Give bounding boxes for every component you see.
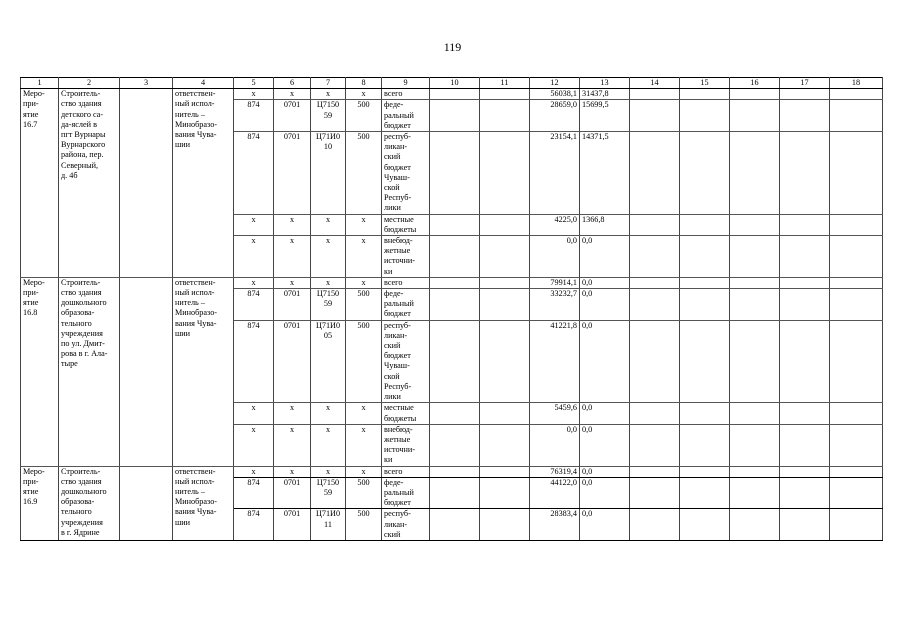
code-target: Ц7150 59 — [311, 477, 346, 509]
empty-cell — [830, 289, 883, 321]
code-grbs: х — [234, 214, 274, 235]
column-number: 4 — [173, 78, 234, 89]
empty-cell — [830, 214, 883, 235]
empty-cell — [430, 289, 480, 321]
empty-cell — [430, 236, 480, 278]
code-grbs: х — [234, 277, 274, 288]
empty-cell — [480, 509, 530, 541]
empty-cell — [680, 320, 730, 403]
empty-cell — [780, 289, 830, 321]
empty-cell — [780, 466, 830, 477]
empty-cell — [830, 466, 883, 477]
code-expense-type: х — [346, 403, 382, 424]
empty-cell — [730, 132, 780, 215]
column-number: 15 — [680, 78, 730, 89]
page-number: 119 — [443, 40, 462, 54]
empty-cell — [630, 289, 680, 321]
code-expense-type: 500 — [346, 289, 382, 321]
column-number: 14 — [630, 78, 680, 89]
empty-cell — [680, 100, 730, 132]
column-number: 8 — [346, 78, 382, 89]
value-col-13: 0,0 — [580, 477, 630, 509]
empty-cell — [480, 477, 530, 509]
empty-cell — [730, 320, 780, 403]
code-expense-type: х — [346, 424, 382, 466]
column-number: 10 — [430, 78, 480, 89]
empty-cell — [730, 277, 780, 288]
code-expense-type: х — [346, 277, 382, 288]
column-number: 1 — [21, 78, 59, 89]
code-target: Ц7150 59 — [311, 100, 346, 132]
empty-cell — [830, 403, 883, 424]
empty-cell — [630, 236, 680, 278]
empty-cell — [680, 214, 730, 235]
funding-source: внебюд- жетные источни- ки — [382, 236, 430, 278]
empty-cell — [480, 236, 530, 278]
empty-cell — [780, 236, 830, 278]
column-number: 17 — [780, 78, 830, 89]
empty-cell — [480, 289, 530, 321]
empty-cell — [680, 277, 730, 288]
empty-cell — [730, 214, 780, 235]
activity-object: Строитель- ство здания детского са- да-яслей в пгт Вурнары Вурнарского района, пер. Северный, д. 4б — [59, 89, 120, 278]
column-number: 13 — [580, 78, 630, 89]
code-expense-type: 500 — [346, 509, 382, 541]
code-section: х — [274, 214, 311, 235]
empty-cell — [480, 466, 530, 477]
value-col-12: 79914,1 — [530, 277, 580, 288]
value-col-12: 41221,8 — [530, 320, 580, 403]
empty-cell — [480, 403, 530, 424]
empty-cell — [680, 424, 730, 466]
empty-cell — [480, 89, 530, 100]
activity-name: Меро- при- ятие 16.7 — [21, 89, 59, 278]
column-number: 12 — [530, 78, 580, 89]
empty-cell — [430, 100, 480, 132]
code-expense-type: х — [346, 214, 382, 235]
empty-cell — [730, 509, 780, 541]
funding-source: феде- ральный бюджет — [382, 100, 430, 132]
empty-cell — [430, 320, 480, 403]
activity-object: Строитель- ство здания дошкольного образова- тельного учреждения по ул. Дмит- рова в г. Ала- тыре — [59, 277, 120, 466]
empty-cell — [830, 236, 883, 278]
funding-source: респуб- ликан- ский бюджет Чуваш- ской Респуб- лики — [382, 320, 430, 403]
funding-source: всего — [382, 89, 430, 100]
empty-cell — [780, 403, 830, 424]
code-section: х — [274, 236, 311, 278]
empty-cell — [830, 477, 883, 509]
empty-cell — [730, 466, 780, 477]
budget-table — [20, 77, 883, 541]
empty-cell — [830, 320, 883, 403]
empty-cell — [630, 466, 680, 477]
value-col-13: 0,0 — [580, 236, 630, 278]
activity-name: Меро- при- ятие 16.9 — [21, 466, 59, 540]
empty-cell — [830, 509, 883, 541]
value-col-12: 23154,1 — [530, 132, 580, 215]
empty-cell — [780, 89, 830, 100]
value-col-13: 0,0 — [580, 466, 630, 477]
empty-cell — [630, 424, 680, 466]
empty-cell — [680, 509, 730, 541]
empty-cell — [430, 477, 480, 509]
empty-cell — [430, 424, 480, 466]
empty-cell — [780, 477, 830, 509]
empty-cell — [780, 132, 830, 215]
code-expense-type: 500 — [346, 320, 382, 403]
code-section: х — [274, 89, 311, 100]
code-target: Ц71И0 05 — [311, 320, 346, 403]
empty-cell — [120, 277, 173, 466]
value-col-13: 0,0 — [580, 277, 630, 288]
value-col-12: 44122,0 — [530, 477, 580, 509]
empty-cell — [480, 320, 530, 403]
empty-cell — [730, 403, 780, 424]
value-col-13: 14371,5 — [580, 132, 630, 215]
funding-source: респуб- ликан- ский бюджет Чуваш- ской Респуб- лики — [382, 132, 430, 215]
empty-cell — [630, 89, 680, 100]
funding-source: всего — [382, 466, 430, 477]
code-grbs: 874 — [234, 100, 274, 132]
empty-cell — [780, 424, 830, 466]
column-number: 5 — [234, 78, 274, 89]
column-number: 6 — [274, 78, 311, 89]
empty-cell — [430, 277, 480, 288]
empty-cell — [780, 100, 830, 132]
empty-cell — [430, 89, 480, 100]
code-section: 0701 — [274, 320, 311, 403]
column-number-row — [21, 78, 883, 89]
funding-source: всего — [382, 277, 430, 288]
empty-cell — [630, 509, 680, 541]
value-col-13: 0,0 — [580, 289, 630, 321]
code-section: 0701 — [274, 509, 311, 541]
column-number: 3 — [120, 78, 173, 89]
funding-source: феде- ральный бюджет — [382, 477, 430, 509]
code-grbs: 874 — [234, 132, 274, 215]
code-target: х — [311, 89, 346, 100]
value-col-12: 56038,1 — [530, 89, 580, 100]
empty-cell — [830, 132, 883, 215]
column-number: 11 — [480, 78, 530, 89]
value-col-13: 15699,5 — [580, 100, 630, 132]
code-expense-type: х — [346, 236, 382, 278]
value-col-13: 31437,8 — [580, 89, 630, 100]
code-grbs: х — [234, 89, 274, 100]
empty-cell — [680, 477, 730, 509]
empty-cell — [480, 132, 530, 215]
value-col-12: 0,0 — [530, 424, 580, 466]
empty-cell — [730, 100, 780, 132]
empty-cell — [830, 100, 883, 132]
code-grbs: х — [234, 403, 274, 424]
code-target: х — [311, 236, 346, 278]
code-expense-type: 500 — [346, 477, 382, 509]
code-grbs: 874 — [234, 320, 274, 403]
value-col-12: 76319,4 — [530, 466, 580, 477]
empty-cell — [680, 236, 730, 278]
table-row — [21, 277, 883, 288]
value-col-13: 0,0 — [580, 424, 630, 466]
activity-executor: ответствен- ный испол- нитель – Минобразо- вания Чува- шии — [173, 89, 234, 278]
empty-cell — [780, 214, 830, 235]
empty-cell — [680, 289, 730, 321]
empty-cell — [630, 277, 680, 288]
value-col-12: 28659,0 — [530, 100, 580, 132]
funding-source: феде- ральный бюджет — [382, 289, 430, 321]
column-number: 9 — [382, 78, 430, 89]
empty-cell — [430, 403, 480, 424]
code-section: х — [274, 277, 311, 288]
empty-cell — [730, 289, 780, 321]
empty-cell — [120, 89, 173, 278]
value-col-13: 0,0 — [580, 509, 630, 541]
code-expense-type: 500 — [346, 100, 382, 132]
code-section: х — [274, 403, 311, 424]
value-col-13: 0,0 — [580, 320, 630, 403]
value-col-13: 0,0 — [580, 403, 630, 424]
value-col-12: 28383,4 — [530, 509, 580, 541]
empty-cell — [430, 132, 480, 215]
table-row — [21, 89, 883, 100]
empty-cell — [830, 89, 883, 100]
code-section: х — [274, 424, 311, 466]
empty-cell — [630, 477, 680, 509]
code-section: 0701 — [274, 132, 311, 215]
funding-source: местные бюджеты — [382, 403, 430, 424]
empty-cell — [430, 509, 480, 541]
column-number: 18 — [830, 78, 883, 89]
empty-cell — [680, 132, 730, 215]
code-section: 0701 — [274, 477, 311, 509]
code-section: 0701 — [274, 100, 311, 132]
activity-executor: ответствен- ный испол- нитель – Минобразо- вания Чува- шии — [173, 277, 234, 466]
code-grbs: х — [234, 466, 274, 477]
value-col-12: 4225,0 — [530, 214, 580, 235]
code-expense-type: 500 — [346, 132, 382, 215]
code-section: х — [274, 466, 311, 477]
code-grbs: 874 — [234, 477, 274, 509]
value-col-13: 1366,8 — [580, 214, 630, 235]
code-target: Ц71И0 10 — [311, 132, 346, 215]
empty-cell — [830, 277, 883, 288]
funding-source: местные бюджеты — [382, 214, 430, 235]
empty-cell — [680, 466, 730, 477]
activity-name: Меро- при- ятие 16.8 — [21, 277, 59, 466]
code-target: х — [311, 466, 346, 477]
empty-cell — [680, 403, 730, 424]
empty-cell — [630, 132, 680, 215]
empty-cell — [830, 424, 883, 466]
code-target: Ц71И0 11 — [311, 509, 346, 541]
activity-executor: ответствен- ный испол- нитель – Минобразо- вания Чува- шии — [173, 466, 234, 540]
value-col-12: 33232,7 — [530, 289, 580, 321]
code-section: 0701 — [274, 289, 311, 321]
empty-cell — [780, 320, 830, 403]
code-grbs: 874 — [234, 289, 274, 321]
funding-source: респуб- ликан- ский — [382, 509, 430, 541]
code-target: х — [311, 403, 346, 424]
table-row — [21, 466, 883, 477]
code-target: х — [311, 277, 346, 288]
empty-cell — [630, 214, 680, 235]
code-expense-type: х — [346, 466, 382, 477]
empty-cell — [480, 214, 530, 235]
value-col-12: 0,0 — [530, 236, 580, 278]
empty-cell — [630, 403, 680, 424]
code-target: х — [311, 424, 346, 466]
column-number: 2 — [59, 78, 120, 89]
code-expense-type: х — [346, 89, 382, 100]
empty-cell — [730, 89, 780, 100]
empty-cell — [730, 236, 780, 278]
column-number: 16 — [730, 78, 780, 89]
empty-cell — [780, 509, 830, 541]
empty-cell — [480, 277, 530, 288]
empty-cell — [630, 320, 680, 403]
column-number: 7 — [311, 78, 346, 89]
empty-cell — [630, 100, 680, 132]
funding-source: внебюд- жетные источни- ки — [382, 424, 430, 466]
empty-cell — [120, 466, 173, 540]
empty-cell — [730, 424, 780, 466]
code-target: х — [311, 214, 346, 235]
code-target: Ц7150 59 — [311, 289, 346, 321]
code-grbs: х — [234, 424, 274, 466]
activity-object: Строитель- ство здания дошкольного образова- тельного учреждения в г. Ядрине — [59, 466, 120, 540]
empty-cell — [730, 477, 780, 509]
empty-cell — [430, 466, 480, 477]
code-grbs: х — [234, 236, 274, 278]
empty-cell — [680, 89, 730, 100]
empty-cell — [430, 214, 480, 235]
empty-cell — [780, 277, 830, 288]
empty-cell — [480, 424, 530, 466]
empty-cell — [480, 100, 530, 132]
code-grbs: 874 — [234, 509, 274, 541]
value-col-12: 5459,6 — [530, 403, 580, 424]
